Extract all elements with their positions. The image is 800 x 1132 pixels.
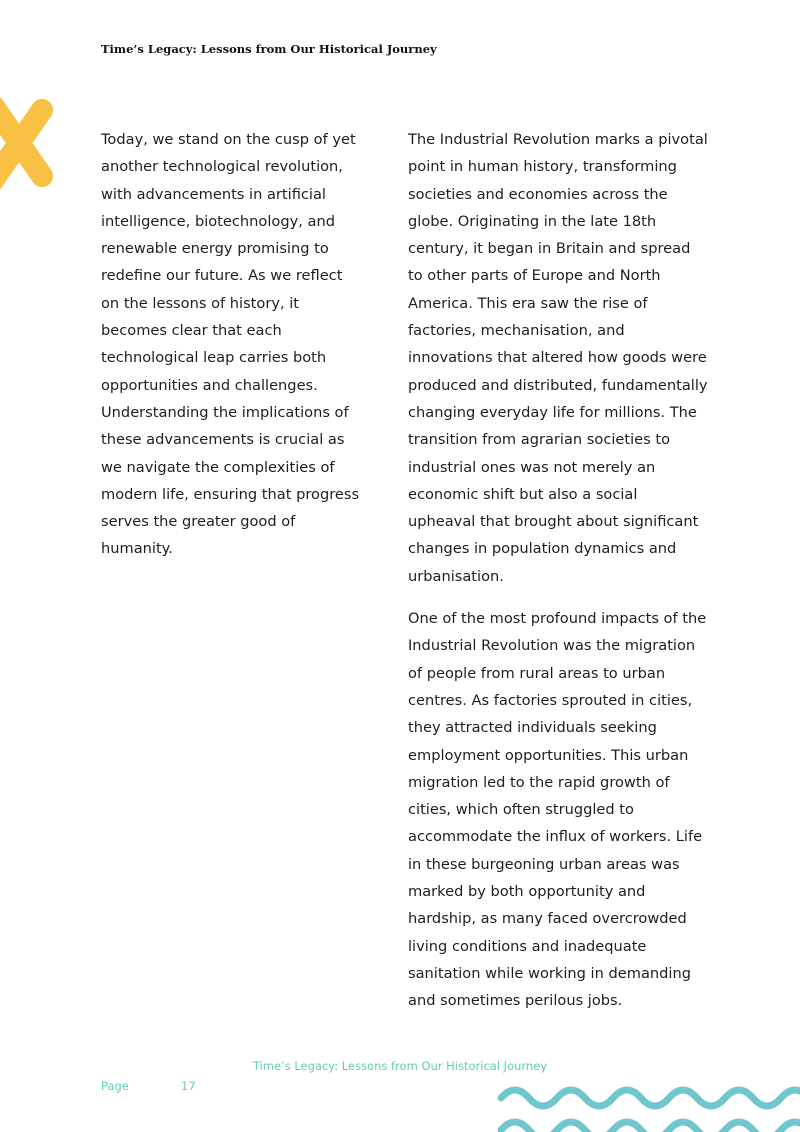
page-header-title: Time’s Legacy: Lessons from Our Historical Journey — [101, 42, 437, 56]
left-column — [101, 126, 363, 563]
right-column — [408, 126, 708, 1015]
right-paragraph-2: One of the most profound impacts of the Industrial Revolution was the migration of people from rural areas to urban centres. As factories sprouted in cities, they attracted individuals seeking employment opportunities. This urban migration led to the rapid growth of cities, which often struggled to accommodate the influx of workers. Life in these burgeoning urban areas was marked by both opportunity and hardship, as many faced overcrowded living conditions and inadequate sanitation while working in demanding and sometimes perilous jobs. — [408, 610, 707, 1010]
page-label: Page — [101, 1079, 129, 1093]
x-mark-icon — [0, 98, 60, 190]
footer-title: Time’s Legacy: Lessons from Our Historical Journey — [252, 1059, 548, 1073]
right-paragraph-1: The Industrial Revolution marks a pivotal point in human history, transforming societies and economies across the globe. Originating in the late 18th century, it began in Britain and spread to other parts of Europe and North America. This era saw the rise of factories, mechanisation, and innovations that altered how goods were produced and distributed, fundamentally changing everyday life for millions. The transition from agrarian societies to industrial ones was not merely an economic shift but also a social upheaval that brought about significant changes in population dynamics and urbanisation. — [408, 131, 708, 585]
page-number: 17 — [181, 1079, 196, 1093]
left-paragraph: Today, we stand on the cusp of yet another technological revolution, with advancements in artificial intelligence, biotechnology, and renewable energy promising to redefine our future. As we reflect on the lessons of history, it becomes clear that each technological leap carries both opportunities and challenges. Understanding the implications of these advancements is crucial as we navigate the complexities of modern life, ensuring that progress serves the greater good of humanity. — [101, 131, 360, 558]
wave-pattern-icon — [495, 1078, 800, 1132]
